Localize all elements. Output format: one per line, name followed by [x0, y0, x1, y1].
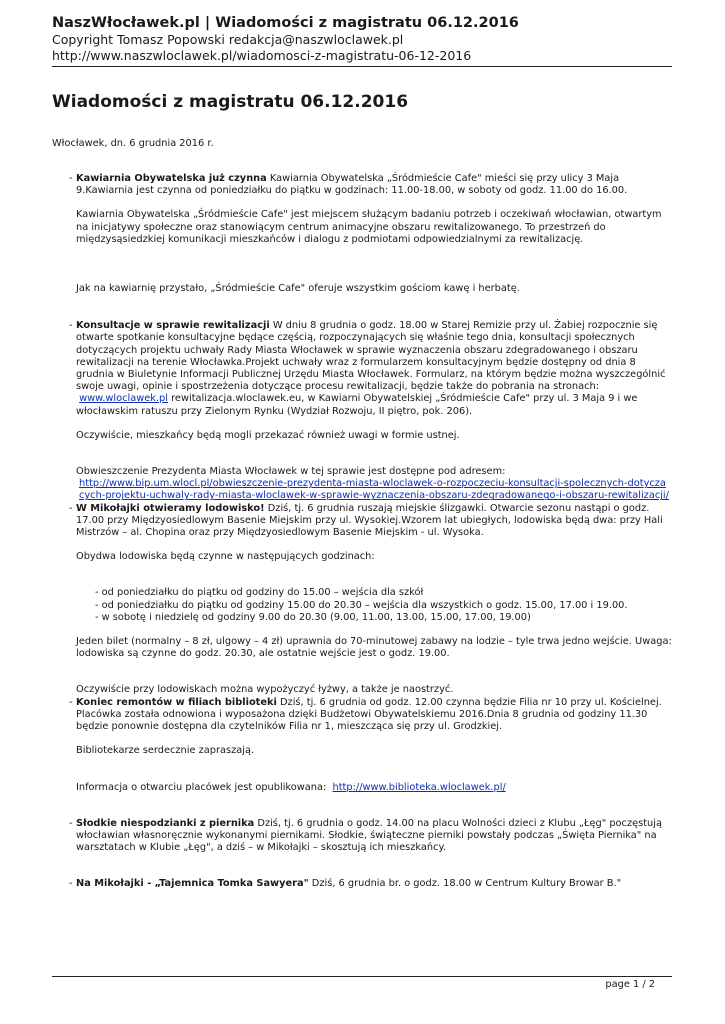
list-item-tomek-sawyer	[69, 878, 675, 890]
kawiarnia-p2-line-2: na inicjatywy społeczne oraz stanowiącym centrum animacyjne obszaru rewitalizowanego. To przestrzeń do	[76, 221, 606, 233]
hours-list	[69, 587, 675, 624]
piernik-text-3: warsztatach w Klubie „Łęg", a dziś – w Mikołajki – skosztują ich mieszkańcy.	[76, 842, 447, 854]
header-copyright: Copyright Tomasz Popowski redakcja@naszwloclawek.pl	[52, 32, 404, 47]
biblioteka-paragraph-3: Informacja o otwarciu placówek jest opublikowana:	[76, 781, 333, 793]
konsultacje-paragraph-3: Obwieszczenie Prezydenta Miasta Włocławek w tej sprawie jest dostępne pod adresem:	[76, 466, 506, 478]
article-dateline: Włocławek, dn. 6 grudnia 2016 r.	[52, 138, 214, 149]
footer-divider	[52, 976, 672, 977]
tomek-text-1: Dziś, 6 grudnia br. o godz. 18.00 w Centrum Kultury Browar B."	[308, 878, 622, 890]
list-item-biblioteka	[69, 697, 675, 734]
lodowisko-p3-line-1: Jeden bilet (normalny – 8 zł, ulgowy – 4 zł) uprawnia do 70-minutowej zabawy na lodzie – tyle trwa jedno wejście. Uwaga:	[76, 636, 672, 648]
biblioteka-link[interactable]: http://www.biblioteka.wloclawek.pl/	[332, 781, 506, 793]
lodowisko-text-1: Dziś, tj. 6 grudnia ruszają miejskie ślizgawki. Otwarcie sezonu nastąpi o godz.	[264, 502, 650, 514]
kawiarnia-text-1: Kawiarnia Obywatelska „Śródmieście Cafe" mieści się przy ulicy 3 Maja	[266, 173, 620, 184]
piernik-heading: Słodkie niespodzianki z piernika	[76, 817, 255, 829]
article-body	[69, 173, 675, 891]
page-header	[52, 14, 672, 64]
konsultacje-heading: Konsultacje w sprawie rewitalizacji	[76, 320, 270, 332]
kawiarnia-paragraph-3: Jak na kawiarnię przystało, „Śródmieście Cafe" oferuje wszystkim gościom kawę i herbatę.	[76, 283, 520, 295]
biblioteka-text-2: Placówka została odnowiona i wyposażona dzięki Budżetowi Obywatelskiemu 2016.Dnia 8 grudnia od godziny 11.30	[76, 708, 648, 720]
lodowisko-paragraph-3	[69, 636, 675, 660]
konsultacje-text-6: swoje uwagi, opinie i spostrzeżenia dotyczące procesu rewitalizacji, będzie także do pobrania na stronach:	[76, 381, 600, 393]
list-item-konsultacje	[69, 320, 675, 418]
konsultacje-text-1: W dniu 8 grudnia o godz. 18.00 w Starej Remizie przy ul. Żabiej rozpocznie się	[269, 320, 658, 332]
bip-link-line-2[interactable]: cych-projektu-uchwaly-rady-miasta-wloclawek-w-sprawie-wyznaczenia-obszaru-zdegradowanego-i-obszaru-rewitalizacji/	[79, 490, 669, 502]
header-title: NaszWłocławek.pl | Wiadomości z magistratu 06.12.2016	[52, 15, 519, 31]
biblioteka-text-1: Dziś, tj. 6 grudnia od godz. 12.00 czynna będzie Filia nr 10 przy ul. Kościelnej.	[276, 696, 662, 708]
header-url: http://www.naszwloclawek.pl/wiadomosci-z-magistratu-06-12-2016	[52, 48, 472, 63]
lodowisko-heading: W Mikołajki otwieramy lodowisko!	[76, 502, 265, 514]
konsultacje-text-7: rewitalizacja.wloclawek.eu, w Kawiarni Obywatelskiej „Śródmieście Cafe" przy ul. 3 Maja 9 i we	[168, 393, 638, 405]
biblioteka-text-3: będzie ponownie dostępna dla czytelników Filia nr 1, mieszcząca się przy ul. Grodzkiej.	[76, 721, 503, 733]
lodowisko-paragraph-4: Oczywiście przy lodowiskach można wypożyczyć łyżwy, a także je naostrzyć.	[76, 684, 454, 696]
hours-item: - w sobotę i niedzielę od godziny 9.00 do 20.30 (9.00, 11.00, 13.00, 15.00, 17.00, 19.00)	[95, 611, 531, 623]
header-divider	[52, 66, 672, 67]
article-title: Wiadomości z magistratu 06.12.2016	[52, 92, 409, 112]
piernik-text-1: Dziś, tj. 6 grudnia o godz. 14.00 na placu Wolności dzieci z Klubu „Łęg" poczęstują	[254, 817, 662, 829]
list-item-piernik	[69, 818, 675, 855]
tomek-heading: Na Mikołajki - „Tajemnica Tomka Sawyera"	[76, 878, 309, 890]
list-item-lodowisko	[69, 503, 675, 540]
piernik-text-2: włocławian własnoręcznie wykonanymi piernikami. Słodkie, świąteczne pierniki powstały podczas „Święta Piernika" na	[76, 829, 657, 841]
konsultacje-text-3: dotyczących projektu uchwały Rady Miasta Włocławek w sprawie wyznaczenia obszaru zdegradowanego i obszaru	[76, 344, 638, 356]
kawiarnia-p2-line-1: Kawiarnia Obywatelska „Śródmieście Cafe" jest miejscem służącym badaniu potrzeb i oczekiwań włocławian, otwartym	[76, 209, 662, 221]
konsultacje-paragraph-2: Oczywiście, mieszkańcy będą mogli przekazać również uwagi w formie ustnej.	[76, 429, 460, 441]
konsultacje-text-5: grudnia w Biuletynie Informacji Publicznej Urzędu Miasta Włocławek. Formularz, na którym będzie można wyszczególnić	[76, 369, 666, 381]
bip-link-block	[69, 478, 675, 502]
hours-item: - od poniedziałku do piątku od godziny 15.00 do 20.30 – wejścia dla wszystkich o godz. 15.00, 17.00 i 19.00.	[95, 599, 628, 611]
kawiarnia-heading: Kawiarnia Obywatelska już czynna	[76, 173, 267, 184]
list-item-kawiarnia	[69, 173, 675, 197]
lodowisko-paragraph-2: Obydwa lodowiska będą czynne w następujących godzinach:	[76, 551, 375, 563]
lodowisko-text-3: Mistrzów – al. Chopina oraz przy Międzyosiedlowym Basenie Miejskim - ul. Wysoka.	[76, 527, 484, 539]
kawiarnia-p2-line-3: międzysąsiedzkiej komunikacji mieszkańców i dialogu z podmiotami odpowiedzialnymi za rewitalizację.	[76, 233, 584, 245]
page-number: page 1 / 2	[605, 979, 655, 990]
hours-item: - od poniedziałku do piątku od godziny do 15.00 – wejścia dla szkół	[95, 587, 424, 599]
konsultacje-text-4: rewitalizacji na terenie Włocławka.Projekt uchwały wraz z formularzem konsultacyjnym będzie dostępny od dnia 8	[76, 356, 636, 368]
kawiarnia-text-2: 9.Kawiarnia jest czynna od poniedziałku do piątku w godzinach: 11.00-18.00, w soboty od godz. 11.00 do 16.00.	[76, 185, 628, 197]
wloclawek-link[interactable]: www.wloclawek.pl	[79, 393, 168, 405]
biblioteka-heading: Koniec remontów w filiach biblioteki	[76, 696, 277, 708]
bip-link-line-1[interactable]: http://www.bip.um.wlocl.pl/obwieszczenie-prezydenta-miasta-wloclawek-o-rozpoczeciu-konsultacji-spolecznych-dotycza	[79, 478, 666, 490]
lodowisko-p3-line-2: lodowiska są czynne do godz. 20.30, ale ostatnie wejście jest o godz. 19.00.	[76, 648, 450, 660]
konsultacje-text-2: otwarte spotkanie konsultacyjne będące częścią, rozpoczynających się właśnie tego dnia, konsultacji społecznych	[76, 332, 635, 344]
lodowisko-text-2: 17.00 przy Międzyosiedlowym Basenie Miejskim przy ul. Wysokiej.Wzorem lat ubiegłych, lodowiska będą dwa: przy Hali	[76, 514, 663, 526]
konsultacje-text-8: włocławskim ratuszu przy Zielonym Rynku (Wydział Rozwoju, II piętro, pok. 206).	[76, 405, 473, 417]
kawiarnia-paragraph-2	[69, 209, 675, 246]
biblioteka-paragraph-2: Bibliotekarze serdecznie zapraszają.	[76, 745, 255, 757]
